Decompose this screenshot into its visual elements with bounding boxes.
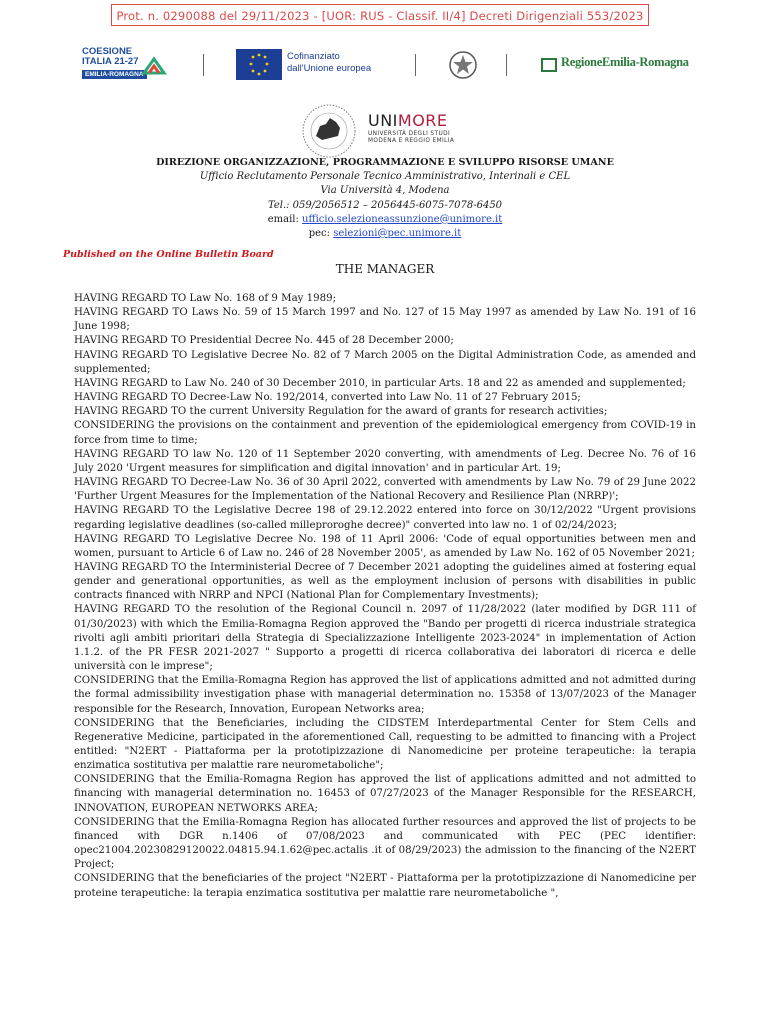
- coesione-mark-icon: [140, 53, 168, 79]
- decree-paragraph: CONSIDERING that the Emilia-Romagna Region has allocated further resources and approved the list of projects to be financed with DGR n.1406 of 07/08/2023 and communicated with PEC (PEC identifier: opec21004.20230829120022.04815.94.1.62@pec.actalis .it of 08/29/2023) the admission to the financing of the N2ERT Project;: [74, 816, 696, 871]
- email-link[interactable]: ufficio.selezioneassunzione@unimore.it: [302, 213, 503, 225]
- decree-paragraph: HAVING REGARD to Law No. 240 of 30 December 2010, in particular Arts. 18 and 22 as amended and supplemented;: [74, 377, 686, 389]
- decree-paragraph: HAVING REGARD TO the Interministerial Decree of 7 December 2021 adopting the guidelines aimed at fostering equal gender and generational opportunities, as well as the employment inclusion of persons with disabilities in public contracts financed with NRRP and NPCI (National Plan for Complementary Investments);: [74, 561, 696, 602]
- decree-paragraph: CONSIDERING that the Emilia-Romagna Region has approved the list of applications admitted and not admitted to financing with managerial determination no. 16453 of 07/27/2023 of the Manager Responsible for the RESEARCH, INNOVATION, EUROPEAN NETWORKS AREA;: [74, 774, 696, 814]
- logo-divider: [506, 54, 507, 76]
- decree-paragraph: CONSIDERING that the Emilia-Romagna Region has approved the list of applications admitted and not admitted during the formal admissibility investigation phase with managerial determination no. 15358 of 13/07/2023 of the Manager responsible for the Research, Innovation, European Networks area;: [74, 675, 696, 715]
- decree-body: [74, 292, 696, 901]
- unimore-logo: [300, 102, 470, 157]
- decree-paragraph: CONSIDERING the provisions on the containment and prevention of the epidemiological emergency from COVID-19 in force from time to time;: [74, 420, 696, 446]
- decree-paragraph: HAVING REGARD TO Legislative Decree No. 82 of 7 March 2005 on the Digital Administration Code, as amended and supplemented;: [74, 349, 696, 375]
- decree-paragraph: HAVING REGARD TO Presidential Decree No. 445 of 28 December 2000;: [74, 335, 454, 347]
- pec-line: pec: selezioni@pec.unimore.it: [308, 228, 462, 240]
- logo-divider: [415, 54, 416, 76]
- decree-paragraph: HAVING REGARD TO Law No. 168 of 9 May 1989;: [74, 293, 337, 304]
- pec-link[interactable]: selezioni@pec.unimore.it: [333, 228, 462, 240]
- decree-paragraph: HAVING REGARD TO Decree-Law No. 192/2014, converted into Law No. 11 of 27 February 2015;: [74, 392, 581, 404]
- region-mark-icon: [541, 58, 557, 72]
- italian-republic-emblem-icon: [446, 48, 480, 82]
- decree-paragraph: HAVING REGARD TO Laws No. 59 of 15 March 1997 and No. 127 of 15 May 1997 as amended by Law No. 191 of 16 June 1998;: [74, 307, 696, 333]
- office-name: Ufficio Reclutamento Personale Tecnico Amministrativo, Interinali e CEL: [199, 171, 571, 183]
- decree-paragraph: HAVING REGARD TO the current University Regulation for the award of grants for research activities;: [74, 406, 608, 418]
- coesione-logo-text: COESIONE ITALIA 21-27: [82, 46, 139, 67]
- office-phone: Tel.: 059/2056512 – 2056445-6075-7078-6450: [267, 199, 503, 211]
- regione-emilia-romagna-logo: [541, 55, 689, 75]
- decree-paragraph: CONSIDERING that the beneficiaries of the project "N2ERT - Piattaforma per la prototipizzazione di Nanomedicine per proteine terapeutiche: la terapia enzimatica sostitutiva per malattie rare neurometaboliche ",: [74, 873, 696, 899]
- unimore-seal-icon: [300, 102, 358, 160]
- decree-paragraph: HAVING REGARD TO Decree-Law No. 36 of 30 April 2022, converted with amendments by Law No. 79 of 29 June 2022 'Further Urgent Measures for the Implementation of the National Recovery and Resilience Plan (NRRP)';: [74, 477, 696, 503]
- decree-paragraph: HAVING REGARD TO Legislative Decree No. 198 of 11 April 2006: 'Code of equal opportunities between men and women, pursuant to Article 6 of Law no. 246 of 28 November 2005', as amended by Law No. 162 of 05 November 2021;: [74, 533, 696, 559]
- office-address: Via Università 4, Modena: [320, 185, 450, 197]
- decree-paragraph: HAVING REGARD TO the Legislative Decree 198 of 29.12.2022 entered into force on 30/12/2022 "Urgent provisions regarding legislative deadlines (so-called milleproroghe decree)" converted into law no. 1 of 02/24/2023;: [74, 505, 696, 531]
- decree-paragraph: HAVING REGARD TO law No. 120 of 11 September 2020 converting, with amendments of Leg. Decree No. 76 of 16 July 2020 'Urgent measures for simplification and digital innovation' and in particular Art. 19;: [74, 448, 696, 474]
- logo-divider: [203, 54, 204, 76]
- region-logo-text: RegioneEmilia-Romagna: [561, 55, 689, 69]
- unimore-subtitle: UNIVERSITÀ DEGLI STUDI MODENA E REGGIO EMILIA: [368, 131, 455, 144]
- email-line: email: ufficio.selezioneassunzione@unimore.it: [267, 213, 503, 225]
- coesione-italia-logo: [78, 45, 170, 83]
- eu-flag-icon: [236, 49, 282, 80]
- logo-bar: [0, 40, 770, 90]
- letterhead: [0, 156, 770, 241]
- published-note: Published on the Online Bulletin Board: [63, 249, 274, 260]
- decree-paragraph: CONSIDERING that the Beneficiaries, including the CIDSTEM Interdepartmental Center for Stem Cells and Regenerative Medicine, participated in the aforementioned Call, requesting to be admitted to financing with a Project entitled: "N2ERT - Piattaforma per la prototipizzazione di Nanomedicine per proteine terapeutiche: la terapia enzimatica sostitutiva per malattie rare neurometaboliche";: [74, 717, 696, 772]
- document-title: THE MANAGER: [335, 262, 435, 276]
- decree-paragraph: HAVING REGARD TO the resolution of the Regional Council n. 2097 of 11/28/2022 (later modified by DGR 111 of 01/30/2023) with which the Emilia-Romagna Region approved the "Bando per progetti di ricerca industriale strategica rivolti agli ambiti prioritari della Strategia di Specializzazione Intelligente 2023-2024" in implementation of Action 1.1.2. of the PR FESR 2021-2027 " Supporto a progetti di ricerca collaborativa dei laboratori di ricerca e delle università con le imprese";: [74, 604, 696, 673]
- eu-cofinanced-text: Cofinanziato dall'Unione europea: [287, 51, 372, 74]
- coesione-logo-region: EMILIA-ROMAGNA: [82, 70, 147, 79]
- unimore-wordmark: UNIMORE: [368, 111, 448, 130]
- directorate-name: DIREZIONE ORGANIZZAZIONE, PROGRAMMAZIONE E SVILUPPO RISORSE UMANE: [156, 157, 614, 168]
- protocol-stamp: Prot. n. 0290088 del 29/11/2023 - [UOR: RUS - Classif. II/4] Decreti Dirigenziali 553/2023: [111, 4, 649, 26]
